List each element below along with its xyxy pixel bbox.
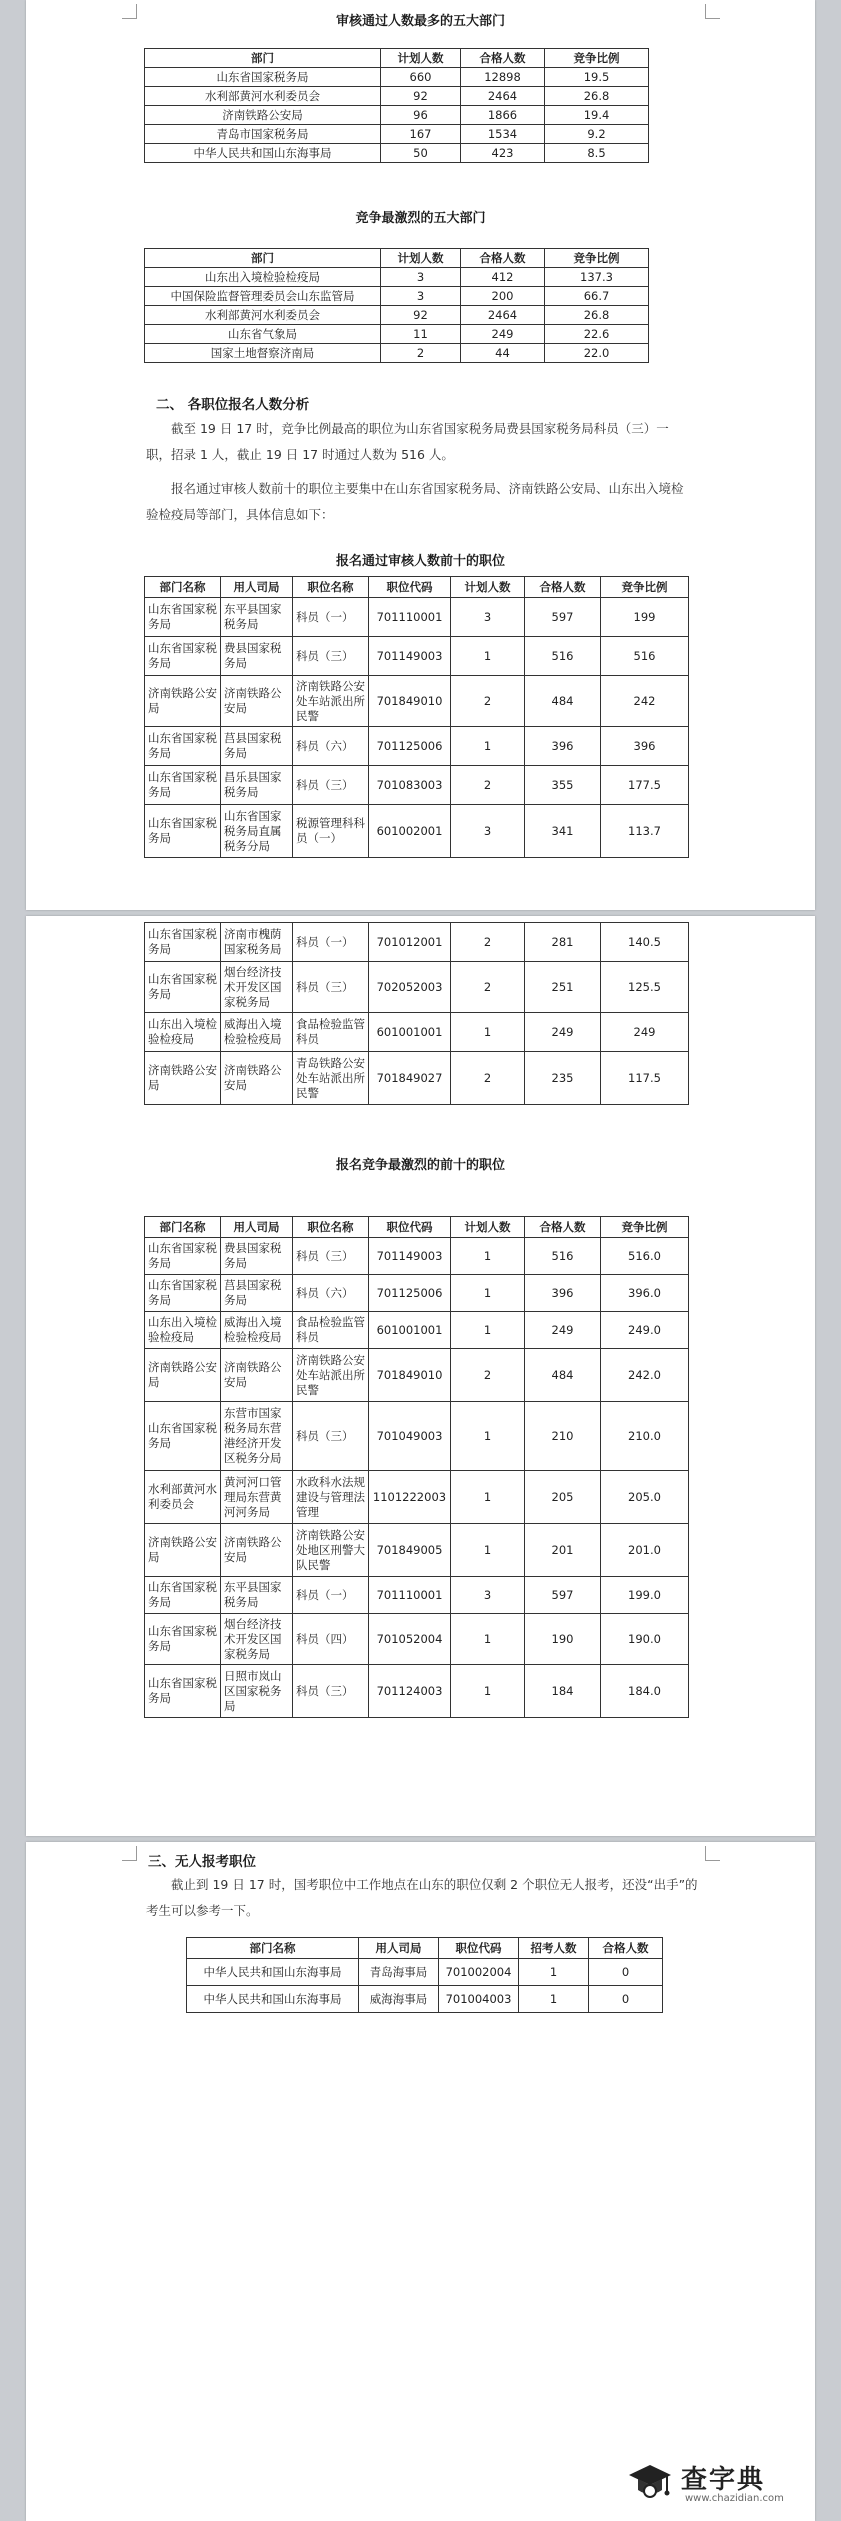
- table-cell: 199: [601, 598, 689, 637]
- table-cell: 科员（一）: [293, 923, 369, 962]
- table-top10-competitive: [144, 1216, 689, 1718]
- table-cell: 莒县国家税务局: [221, 727, 293, 766]
- table-cell: 费县国家税务局: [221, 1238, 293, 1275]
- table-cell: 水利部黄河水利委员会: [145, 1471, 221, 1524]
- table-cell: 东平县国家税务局: [221, 1577, 293, 1614]
- column-header: 职位代码: [369, 577, 451, 598]
- table-cell: 701849027: [369, 1052, 451, 1105]
- table-cell: 3: [451, 805, 525, 858]
- table-caption-top10-competitive: 报名竞争最激烈的前十的职位: [335, 1158, 505, 1173]
- table-cell: 1866: [461, 106, 545, 125]
- table-cell: 701083003: [369, 766, 451, 805]
- table-cell: 烟台经济技术开发区国家税务局: [221, 962, 293, 1013]
- table-row: [145, 923, 689, 962]
- table-top5-competitive: [144, 248, 649, 363]
- table-cell: 355: [525, 766, 601, 805]
- table-header-row: [145, 249, 649, 268]
- table-cell: 2464: [461, 87, 545, 106]
- table-row: [145, 87, 649, 106]
- table-row: [145, 727, 689, 766]
- table-cell: 396: [601, 727, 689, 766]
- table-cell: 96: [381, 106, 461, 125]
- table-cell: 66.7: [545, 287, 649, 306]
- table-cell: 125.5: [601, 962, 689, 1013]
- table-cell: 19.5: [545, 68, 649, 87]
- column-header: 部门: [145, 249, 381, 268]
- table-cell: 249: [461, 325, 545, 344]
- table-cell: 济南铁路公安处车站派出所民警: [293, 676, 369, 727]
- table-cell: 青岛铁路公安处车站派出所民警: [293, 1052, 369, 1105]
- table-cell: 701125006: [369, 1275, 451, 1312]
- table-cell: 1: [451, 1275, 525, 1312]
- table-cell: 1: [451, 1402, 525, 1471]
- table-row: [145, 268, 649, 287]
- page-margin-marker: [705, 1846, 720, 1861]
- table-cell: 50: [381, 144, 461, 163]
- table-cell: 济南铁路公安局: [221, 1524, 293, 1577]
- table-cell: 423: [461, 144, 545, 163]
- table-cell: 201: [525, 1524, 601, 1577]
- table-cell: 660: [381, 68, 461, 87]
- table-cell: 200: [461, 287, 545, 306]
- table-cell: 184.0: [601, 1665, 689, 1718]
- table-cell: 516.0: [601, 1238, 689, 1275]
- table-cell: 9.2: [545, 125, 649, 144]
- table-cell: 8.5: [545, 144, 649, 163]
- table-cell: 山东省国家税务局: [145, 1402, 221, 1471]
- table-cell: 341: [525, 805, 601, 858]
- column-header: 用人司局: [359, 1938, 439, 1959]
- table-cell: 日照市岚山区国家税务局: [221, 1665, 293, 1718]
- table-cell: 701849005: [369, 1524, 451, 1577]
- table-cell: 0: [589, 1959, 663, 1986]
- column-header: 计划人数: [381, 49, 461, 68]
- column-header: 职位名称: [293, 577, 369, 598]
- table-cell: 科员（四）: [293, 1614, 369, 1665]
- table-row: [145, 1312, 689, 1349]
- table-cell: 科员（一）: [293, 1577, 369, 1614]
- table-header-row: [187, 1938, 663, 1959]
- table-cell: 3: [451, 1577, 525, 1614]
- paragraph-top10-summary: 报名通过审核人数前十的职位主要集中在山东省国家税务局、济南铁路公安局、山东出入境检验检疫局等部门，具体信息如下：: [146, 481, 684, 522]
- table-cell: 484: [525, 1349, 601, 1402]
- watermark-name: 查字典: [681, 2465, 766, 2495]
- column-header: 计划人数: [451, 577, 525, 598]
- table-cell: 莒县国家税务局: [221, 1275, 293, 1312]
- table-header-row: [145, 49, 649, 68]
- table-cell: 山东省国家税务局: [145, 766, 221, 805]
- document-page-3: [26, 1842, 815, 2521]
- table-cell: 2: [451, 962, 525, 1013]
- table-row: [145, 1577, 689, 1614]
- column-header: 竞争比例: [601, 577, 689, 598]
- table-header-row: [145, 577, 689, 598]
- table-cell: 山东省国家税务局: [145, 1614, 221, 1665]
- table-cell: 249: [525, 1312, 601, 1349]
- table-cell: 山东省国家税务局: [145, 1577, 221, 1614]
- table-cell: 山东省国家税务局: [145, 1665, 221, 1718]
- table-cell: 113.7: [601, 805, 689, 858]
- table-cell: 济南市槐荫国家税务局: [221, 923, 293, 962]
- table-cell: 济南铁路公安局: [221, 1349, 293, 1402]
- table-cell: 山东省国家税务局: [145, 923, 221, 962]
- table-cell: 中华人民共和国山东海事局: [187, 1986, 359, 2013]
- table-cell: 1: [451, 1524, 525, 1577]
- table-cell: 516: [525, 1238, 601, 1275]
- table-cell: 2: [451, 923, 525, 962]
- table-row: [145, 106, 649, 125]
- table-cell: 2: [381, 344, 461, 363]
- column-header: 职位代码: [439, 1938, 519, 1959]
- column-header: 合格人数: [461, 249, 545, 268]
- table-cell: 济南铁路公安局: [145, 676, 221, 727]
- table-cell: 食品检验监管科员: [293, 1013, 369, 1052]
- table-cell: 山东省国家税务局: [145, 68, 381, 87]
- table-cell: 249.0: [601, 1312, 689, 1349]
- table-cell: 济南铁路公安局: [221, 1052, 293, 1105]
- table-row: [145, 68, 649, 87]
- table-cell: 黄河河口管理局东营黄河河务局: [221, 1471, 293, 1524]
- table-cell: 137.3: [545, 268, 649, 287]
- table-cell: 食品检验监管科员: [293, 1312, 369, 1349]
- table-top10-passed: [144, 576, 689, 858]
- table-cell: 205: [525, 1471, 601, 1524]
- table-cell: 249: [601, 1013, 689, 1052]
- table-cell: 威海出入境检验检疫局: [221, 1013, 293, 1052]
- table-cell: 科员（三）: [293, 637, 369, 676]
- table-cell: 44: [461, 344, 545, 363]
- table-cell: 201.0: [601, 1524, 689, 1577]
- table-cell: 科员（一）: [293, 598, 369, 637]
- table-cell: 26.8: [545, 306, 649, 325]
- table-cell: 701849010: [369, 676, 451, 727]
- table-cell: 12898: [461, 68, 545, 87]
- table-caption-top10-passed: 报名通过审核人数前十的职位: [335, 554, 505, 569]
- table-cell: 597: [525, 598, 601, 637]
- table-cell: 601002001: [369, 805, 451, 858]
- table-cell: 701125006: [369, 727, 451, 766]
- table-cell: 412: [461, 268, 545, 287]
- table-cell: 2464: [461, 306, 545, 325]
- table-cell: 26.8: [545, 87, 649, 106]
- table-cell: 水利部黄河水利委员会: [145, 306, 381, 325]
- table-cell: 251: [525, 962, 601, 1013]
- table-cell: 科员（三）: [293, 1665, 369, 1718]
- column-header: 部门名称: [187, 1938, 359, 1959]
- table-cell: 济南铁路公安局: [145, 1052, 221, 1105]
- table-cell: 235: [525, 1052, 601, 1105]
- table-cell: 190.0: [601, 1614, 689, 1665]
- table-cell: 396: [525, 1275, 601, 1312]
- table-cell: 1: [451, 1238, 525, 1275]
- table-cell: 中华人民共和国山东海事局: [187, 1959, 359, 1986]
- document-page-2: [26, 916, 815, 1836]
- table-row: [145, 325, 649, 344]
- table-row: [145, 1524, 689, 1577]
- table-cell: 济南铁路公安局: [145, 106, 381, 125]
- table-cell: 11: [381, 325, 461, 344]
- paragraph-no-applicants: 截止到 19 日 17 时，国考职位中工作地点在山东的职位仅剩 2 个职位无人报考，还没“出手”的考生可以参考一下。: [146, 1877, 698, 1918]
- table-cell: 701049003: [369, 1402, 451, 1471]
- table-cell: 1: [451, 1614, 525, 1665]
- table-cell: 山东省国家税务局: [145, 727, 221, 766]
- table-cell: 2: [451, 1349, 525, 1402]
- table-cell: 22.6: [545, 325, 649, 344]
- table-cell: 19.4: [545, 106, 649, 125]
- table-cell: 702052003: [369, 962, 451, 1013]
- column-header: 职位名称: [293, 1217, 369, 1238]
- table-cell: 科员（六）: [293, 1275, 369, 1312]
- table-cell: 701052004: [369, 1614, 451, 1665]
- table-cell: 1534: [461, 125, 545, 144]
- table-cell: 1: [451, 637, 525, 676]
- table-cell: 烟台经济技术开发区国家税务局: [221, 1614, 293, 1665]
- table-row: [145, 1402, 689, 1471]
- column-header: 部门名称: [145, 577, 221, 598]
- table-cell: 济南铁路公安处车站派出所民警: [293, 1349, 369, 1402]
- table-cell: 1: [519, 1986, 589, 2013]
- table-caption-top5-competitive: 竞争最激烈的五大部门: [355, 211, 486, 226]
- table-cell: 济南铁路公安局: [145, 1524, 221, 1577]
- table-cell: 2: [451, 766, 525, 805]
- table-cell: 140.5: [601, 923, 689, 962]
- table-row: [145, 344, 649, 363]
- table-cell: 117.5: [601, 1052, 689, 1105]
- table-row: [145, 1013, 689, 1052]
- table-cell: 396: [525, 727, 601, 766]
- table-row: [145, 1665, 689, 1718]
- table-cell: 242: [601, 676, 689, 727]
- column-header: 计划人数: [451, 1217, 525, 1238]
- table-row: [145, 637, 689, 676]
- table-cell: 济南铁路公安处地区刑警大队民警: [293, 1524, 369, 1577]
- table-cell: 昌乐县国家税务局: [221, 766, 293, 805]
- table-cell: 249: [525, 1013, 601, 1052]
- table-cell: 中国保险监督管理委员会山东监管局: [145, 287, 381, 306]
- table-cell: 科员（三）: [293, 1402, 369, 1471]
- table-cell: 山东省气象局: [145, 325, 381, 344]
- table-cell: 516: [525, 637, 601, 676]
- table-row: [145, 805, 689, 858]
- table-cell: 701110001: [369, 598, 451, 637]
- table-cell: 国家土地督察济南局: [145, 344, 381, 363]
- table-cell: 科员（六）: [293, 727, 369, 766]
- table-cell: 山东省国家税务局: [145, 637, 221, 676]
- table-cell: 1: [451, 1471, 525, 1524]
- table-cell: 1: [451, 727, 525, 766]
- table-cell: 水政科水法规建设与管理法管理: [293, 1471, 369, 1524]
- table-cell: 2: [451, 1052, 525, 1105]
- column-header: 职位代码: [369, 1217, 451, 1238]
- column-header: 合格人数: [525, 1217, 601, 1238]
- table-cell: 199.0: [601, 1577, 689, 1614]
- table-caption-top5-passed: 审核通过人数最多的五大部门: [335, 14, 505, 29]
- table-cell: 210: [525, 1402, 601, 1471]
- table-cell: 701124003: [369, 1665, 451, 1718]
- page-margin-marker: [122, 1846, 137, 1861]
- table-cell: 1: [519, 1959, 589, 1986]
- table-cell: 597: [525, 1577, 601, 1614]
- table-cell: 1: [451, 1665, 525, 1718]
- table-row: [145, 1471, 689, 1524]
- graduation-cap-icon: [627, 2459, 673, 2505]
- section-heading-position-analysis: 二、 各职位报名人数分析: [156, 397, 310, 413]
- table-row: [145, 306, 649, 325]
- table-cell: 484: [525, 676, 601, 727]
- section-heading-no-applicants: 三、无人报考职位: [148, 1854, 256, 1870]
- table-cell: 威海出入境检验检疫局: [221, 1312, 293, 1349]
- table-cell: 山东省国家税务局: [145, 962, 221, 1013]
- table-row: [145, 144, 649, 163]
- table-cell: 济南铁路公安局: [221, 676, 293, 727]
- table-cell: 山东省国家税务局直属税务分局: [221, 805, 293, 858]
- table-cell: 威海海事局: [359, 1986, 439, 2013]
- column-header: 用人司局: [221, 577, 293, 598]
- table-cell: 1: [451, 1312, 525, 1349]
- table-cell: 科员（三）: [293, 766, 369, 805]
- table-cell: 税源管理科科员（一）: [293, 805, 369, 858]
- table-cell: 科员（三）: [293, 1238, 369, 1275]
- table-row: [145, 1614, 689, 1665]
- column-header: 招考人数: [519, 1938, 589, 1959]
- table-row: [145, 287, 649, 306]
- table-cell: 东营市国家税务局东营港经济开发区税务分局: [221, 1402, 293, 1471]
- table-cell: 0: [589, 1986, 663, 2013]
- column-header: 竞争比例: [545, 249, 649, 268]
- table-cell: 山东出入境检验检疫局: [145, 1312, 221, 1349]
- table-cell: 1: [451, 1013, 525, 1052]
- table-cell: 费县国家税务局: [221, 637, 293, 676]
- table-row: [145, 1275, 689, 1312]
- column-header: 部门名称: [145, 1217, 221, 1238]
- table-row: [145, 766, 689, 805]
- table-cell: 92: [381, 306, 461, 325]
- table-cell: 242.0: [601, 1349, 689, 1402]
- table-cell: 601001001: [369, 1013, 451, 1052]
- table-cell: 1101222003: [369, 1471, 451, 1524]
- table-cell: 701149003: [369, 1238, 451, 1275]
- table-cell: 山东出入境检验检疫局: [145, 268, 381, 287]
- table-cell: 山东省国家税务局: [145, 598, 221, 637]
- table-row: [187, 1959, 663, 1986]
- watermark-logo: [627, 2455, 797, 2511]
- table-cell: 2: [451, 676, 525, 727]
- column-header: 竞争比例: [601, 1217, 689, 1238]
- table-cell: 科员（三）: [293, 962, 369, 1013]
- table-cell: 701849010: [369, 1349, 451, 1402]
- table-cell: 济南铁路公安局: [145, 1349, 221, 1402]
- table-row: [145, 1349, 689, 1402]
- table-cell: 167: [381, 125, 461, 144]
- column-header: 合格人数: [525, 577, 601, 598]
- table-cell: 3: [381, 268, 461, 287]
- table-cell: 601001001: [369, 1312, 451, 1349]
- table-cell: 701002004: [439, 1959, 519, 1986]
- document-page-1: [26, 0, 815, 910]
- table-cell: 701004003: [439, 1986, 519, 2013]
- table-cell: 281: [525, 923, 601, 962]
- table-cell: 3: [451, 598, 525, 637]
- table-row: [187, 1986, 663, 2013]
- table-row: [145, 1238, 689, 1275]
- table-cell: 东平县国家税务局: [221, 598, 293, 637]
- table-row: [145, 1052, 689, 1105]
- column-header: 合格人数: [461, 49, 545, 68]
- table-cell: 92: [381, 87, 461, 106]
- table-cell: 190: [525, 1614, 601, 1665]
- table-row: [145, 125, 649, 144]
- column-header: 部门: [145, 49, 381, 68]
- table-cell: 205.0: [601, 1471, 689, 1524]
- table-no-applicants: [186, 1937, 663, 2013]
- table-cell: 701012001: [369, 923, 451, 962]
- table-header-row: [145, 1217, 689, 1238]
- table-cell: 516: [601, 637, 689, 676]
- table-cell: 青岛市国家税务局: [145, 125, 381, 144]
- table-cell: 210.0: [601, 1402, 689, 1471]
- table-cell: 山东省国家税务局: [145, 1275, 221, 1312]
- table-cell: 701149003: [369, 637, 451, 676]
- column-header: 用人司局: [221, 1217, 293, 1238]
- column-header: 合格人数: [589, 1938, 663, 1959]
- table-cell: 水利部黄河水利委员会: [145, 87, 381, 106]
- table-cell: 3: [381, 287, 461, 306]
- table-cell: 山东出入境检验检疫局: [145, 1013, 221, 1052]
- table-row: [145, 676, 689, 727]
- table-cell: 22.0: [545, 344, 649, 363]
- paragraph-highest-ratio: 截至 19 日 17 时，竞争比例最高的职位为山东省国家税务局费县国家税务局科员（三）一职，招录 1 人，截止 19 日 17 时通过人数为 516 人。: [146, 421, 669, 462]
- table-row: [145, 962, 689, 1013]
- table-top5-passed: [144, 48, 649, 163]
- column-header: 竞争比例: [545, 49, 649, 68]
- table-cell: 青岛海事局: [359, 1959, 439, 1986]
- column-header: 计划人数: [381, 249, 461, 268]
- table-cell: 山东省国家税务局: [145, 1238, 221, 1275]
- table-cell: 396.0: [601, 1275, 689, 1312]
- table-top10-passed-continued: [144, 922, 689, 1105]
- table-cell: 701110001: [369, 1577, 451, 1614]
- table-cell: 177.5: [601, 766, 689, 805]
- table-cell: 中华人民共和国山东海事局: [145, 144, 381, 163]
- table-cell: 184: [525, 1665, 601, 1718]
- table-row: [145, 598, 689, 637]
- watermark-url: www.chazidian.com: [685, 2493, 784, 2504]
- table-cell: 山东省国家税务局: [145, 805, 221, 858]
